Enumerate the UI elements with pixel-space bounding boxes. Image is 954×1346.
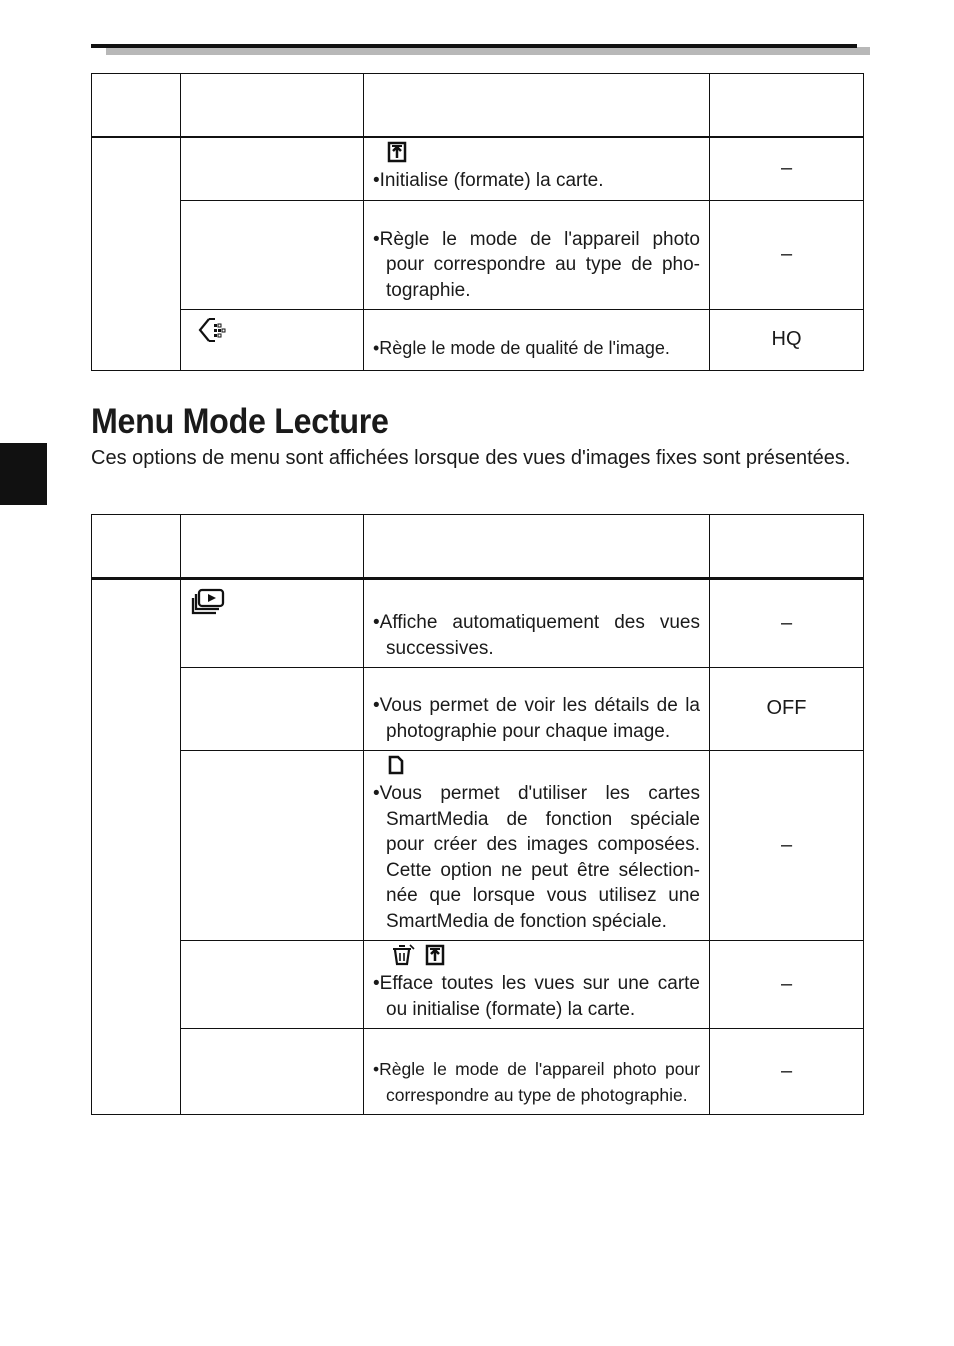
row-bullet: •Initialise (formate) la carte. — [373, 170, 604, 191]
description-cell — [364, 941, 710, 1029]
description-cell — [364, 579, 710, 668]
header-cell — [710, 515, 864, 579]
row-bullet: •Règle le mode de l'appareil photo pour correspondre au type de pho-tographie. — [373, 228, 700, 301]
header-cell — [92, 74, 181, 138]
description-cell — [364, 1029, 710, 1115]
shooting-menu-table — [91, 73, 864, 371]
value-cell: – — [710, 1029, 864, 1115]
option-cell — [181, 941, 364, 1029]
section-heading: Menu Mode Lecture — [91, 402, 389, 441]
option-cell — [181, 137, 364, 200]
table-row — [92, 941, 864, 1029]
table-row — [92, 200, 864, 310]
table-row — [92, 1029, 864, 1115]
format-card-icon — [425, 944, 445, 974]
table-header-row — [92, 515, 864, 579]
option-cell — [181, 579, 364, 668]
format-card-icon — [387, 141, 407, 171]
playback-menu-table — [91, 514, 864, 1115]
value-cell: – — [710, 751, 864, 941]
option-cell — [181, 200, 364, 310]
table-row — [92, 579, 864, 668]
description-cell — [364, 751, 710, 941]
row-bullet: •Affiche automatiquement des vues successives. — [373, 612, 700, 659]
header-cell — [364, 515, 710, 579]
value-cell: – — [710, 200, 864, 310]
table-row — [92, 751, 864, 941]
option-cell — [181, 751, 364, 941]
value-cell: OFF — [710, 668, 864, 751]
row-bullet: •Vous permet de voir les détails de la photographie pour chaque image. — [373, 695, 700, 742]
header-rule — [91, 44, 857, 48]
table-row — [92, 137, 864, 200]
card-icon — [387, 755, 405, 783]
value-cell: – — [710, 137, 864, 200]
table-header-row — [92, 74, 864, 138]
table-row — [92, 668, 864, 751]
option-cell — [181, 1029, 364, 1115]
image-quality-icon — [197, 316, 231, 354]
row-bullet: •Efface toutes les vues sur une carte ou initialise (formate) la carte. — [373, 973, 700, 1020]
header-cell — [181, 74, 364, 138]
value-cell: HQ — [710, 310, 864, 371]
description-cell — [364, 668, 710, 751]
description-cell — [364, 137, 710, 200]
section-intro: Ces options de menu sont affichées lorsque des vues d'images fixes sont présentées. — [91, 447, 851, 469]
slideshow-icon — [191, 588, 227, 624]
row-bullet: •Règle le mode de l'appareil photo pour correspondre au type de photographie. — [373, 1059, 700, 1105]
value-cell: – — [710, 579, 864, 668]
description-cell — [364, 310, 710, 371]
erase-all-icon — [391, 944, 415, 974]
mode-cell — [92, 137, 181, 371]
description-cell — [364, 200, 710, 310]
row-bullet: •Règle le mode de qualité de l'image. — [373, 338, 670, 358]
header-rule-shadow — [106, 47, 870, 55]
table-row — [92, 310, 864, 371]
mode-cell — [92, 579, 181, 1115]
option-cell — [181, 310, 364, 371]
header-cell — [181, 515, 364, 579]
header-cell — [710, 74, 864, 138]
option-cell — [181, 668, 364, 751]
header-cell — [92, 515, 181, 579]
value-cell: – — [710, 941, 864, 1029]
row-bullet: •Vous permet d'utiliser les cartes SmartMedia de fonction spéciale pour créer des images composées. Cette option ne peut être sélection-née que lorsque vous utilisez une SmartMedia de fonction spéciale. — [373, 783, 700, 932]
header-cell — [364, 74, 710, 138]
chapter-tab — [0, 443, 47, 505]
